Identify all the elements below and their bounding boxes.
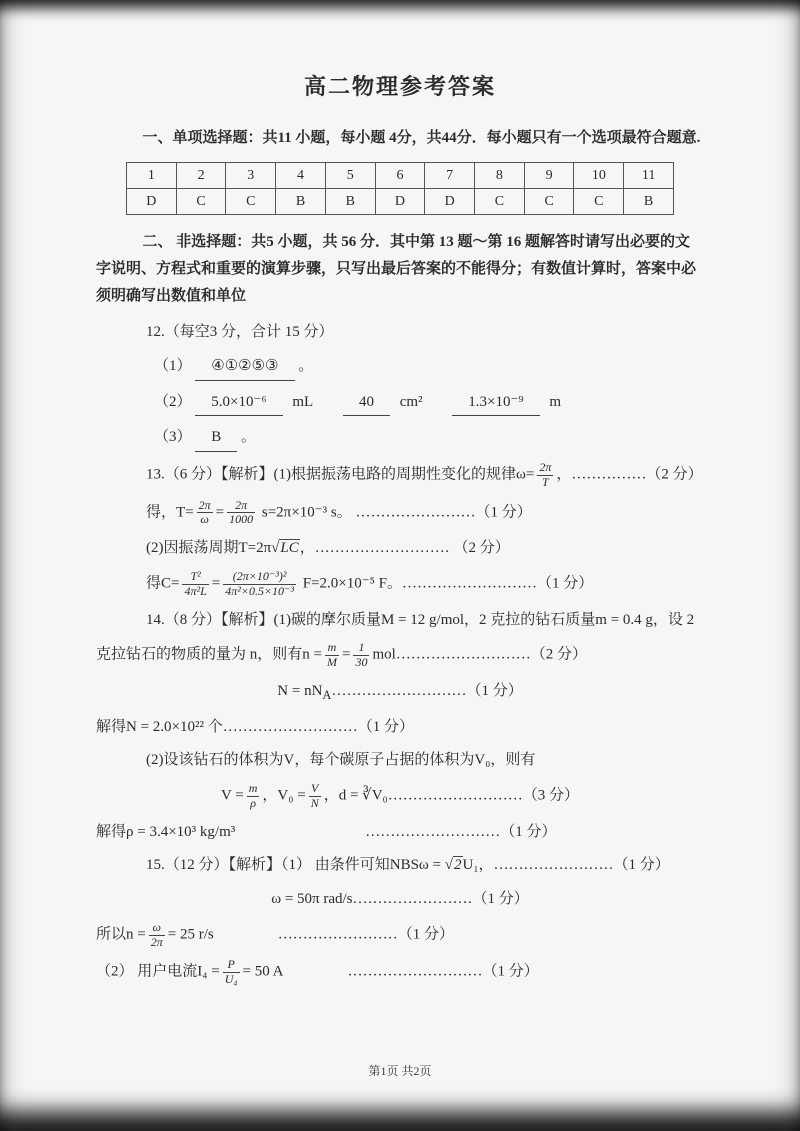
answer-cell: B — [624, 189, 674, 215]
fraction — [353, 641, 369, 670]
q14-line-4: 解得N = 2.0×10²² 个………………………（1 分） — [96, 718, 414, 735]
text-segment: (2)因振荡周期T=2π√ — [146, 540, 280, 557]
fraction-denominator: ω — [197, 512, 213, 527]
result-text: 解得ρ = 3.4×10³ kg/m³ — [96, 823, 236, 840]
unit-label: m — [549, 393, 562, 410]
answer-cell: D — [127, 189, 177, 215]
answer-blank: 40 — [343, 390, 390, 417]
q14-line-7 — [96, 820, 704, 845]
fraction-numerator: P — [227, 957, 235, 972]
fraction — [309, 782, 321, 811]
text-segment: ，……………（2 分） — [556, 466, 703, 483]
text-segment: = — [215, 504, 225, 521]
q14-line-5: (2)设该钻石的体积为V，每个碳原子占据的体积为V₀，则有 — [146, 752, 536, 769]
q15-line-4 — [96, 958, 704, 987]
text-segment: F=2.0×10⁻⁵ F。………………………（1 分） — [298, 575, 594, 592]
equation-segment: ，V₀ = — [262, 787, 306, 804]
question-number-cell: 6 — [375, 163, 425, 189]
answer-cell: C — [226, 189, 276, 215]
fraction-numerator: 2π — [235, 497, 248, 512]
question-number-cell: 3 — [226, 163, 276, 189]
q14-line-1: 14.（8 分）【解析】(1)碳的摩尔质量M = 12 g/mol，2 克拉的钻石质量m = 0.4 g，设 2 — [146, 611, 695, 628]
fraction-numerator: (2π×10⁻³)² — [232, 568, 287, 583]
score-dots: ……………………（1 分） — [277, 926, 454, 943]
question-15 — [96, 853, 704, 987]
fraction-numerator: m — [248, 781, 258, 795]
answer-blank: ④①②⑤③ — [195, 354, 294, 381]
fraction — [182, 570, 208, 599]
page-title: 高二物理参考答案 — [303, 74, 496, 99]
text-segment: = 25 r/s — [167, 926, 214, 943]
score-dots: ………………………（1 分） — [365, 823, 557, 840]
radicand: LC — [280, 540, 299, 557]
text-segment: 得C= — [146, 575, 180, 592]
q13-line-2 — [146, 499, 704, 528]
fraction-denominator: N — [310, 795, 319, 810]
fraction — [227, 499, 255, 528]
fraction — [197, 499, 213, 528]
item-label: （1） — [154, 357, 192, 374]
answer-cell: B — [276, 189, 326, 215]
q14-line-3 — [96, 679, 704, 706]
q13-line-1 — [146, 461, 704, 490]
text-segment: ，……………………… （2 分） — [299, 540, 510, 557]
fraction — [149, 921, 165, 950]
fraction-denominator: 1000 — [229, 512, 254, 527]
fraction — [537, 461, 553, 490]
answer-cell: D — [375, 189, 425, 215]
fraction — [223, 958, 240, 987]
answer-table — [126, 162, 674, 215]
q14-line-2 — [96, 641, 704, 670]
fraction-denominator: 2π — [150, 934, 163, 949]
q12-item-1 — [154, 354, 704, 381]
fraction-numerator: V — [311, 781, 319, 795]
radicand: 2 — [454, 857, 462, 874]
question-number-cell: 5 — [325, 163, 375, 189]
score-dots: ………………………（1 分） — [347, 964, 539, 981]
fraction-denominator: 4π²×0.5×10⁻³ — [225, 583, 294, 598]
fraction-denominator: T — [537, 475, 553, 490]
question-number-cell: 8 — [475, 163, 525, 189]
equation-segment: ………………………（1 分） — [331, 682, 523, 699]
fraction-numerator: T² — [190, 568, 201, 583]
question-number-cell: 4 — [276, 163, 326, 189]
text-segment: （2） 用户电流I₄ = — [96, 964, 220, 981]
fraction-numerator: m — [327, 640, 337, 655]
q12-item-3 — [154, 425, 704, 452]
question-number-cell: 9 — [524, 163, 574, 189]
answer-cell: C — [475, 189, 525, 215]
text-segment: = — [341, 647, 351, 664]
text-segment: 15.（12 分）【解析】（1） 由条件可知NBSω = √ — [146, 857, 453, 874]
table-row-question-numbers — [127, 163, 674, 189]
section2-heading: 二、 非选择题：共5 小题，共 56 分．其中第 13 题～第 16 题解答时请写出必要的文字说明、方程式和重要的演算步骤，只写出最后答案的不能得分；有数值计算时，答案中必须明确写出数值和单位 — [96, 234, 697, 304]
unit-label: mL — [292, 393, 314, 410]
question-number-cell: 1 — [127, 163, 177, 189]
answer-cell: C — [176, 189, 226, 215]
fraction-denominator: 30 — [355, 655, 368, 670]
item-suffix: 。 — [241, 429, 257, 446]
fraction-numerator: ω — [152, 919, 161, 934]
answer-cell: B — [325, 189, 375, 215]
text-segment: 得，T= — [146, 504, 194, 521]
text-segment: 克拉钻石的物质的量为 n，则有n = — [96, 647, 322, 664]
text-segment: = — [211, 575, 221, 592]
q13-line-4 — [146, 570, 704, 599]
fraction-numerator: 1 — [358, 640, 365, 655]
fraction-numerator: 2π — [198, 497, 211, 512]
answer-cell: C — [524, 189, 574, 215]
answer-cell: D — [425, 189, 475, 215]
text-segment: mol………………………（2 分） — [372, 647, 588, 664]
unit-label: cm² — [399, 393, 423, 410]
question-13 — [96, 461, 704, 599]
fraction-denominator: ρ — [247, 796, 260, 811]
question-number-cell: 7 — [425, 163, 475, 189]
item-suffix: 。 — [298, 357, 314, 374]
q12-item-2 — [154, 390, 704, 417]
page-footer: 第1页 共2页 — [368, 1064, 432, 1078]
question-14 — [96, 608, 704, 845]
question-number-cell: 11 — [624, 163, 674, 189]
question-number-cell: 10 — [574, 163, 624, 189]
question-12 — [96, 320, 704, 452]
question-number-cell: 2 — [176, 163, 226, 189]
item-label: （2） — [154, 393, 192, 410]
answer-blank: 5.0×10⁻⁶ — [195, 390, 282, 417]
item-label: （3） — [154, 429, 192, 446]
fraction-denominator: 4π²L — [184, 583, 207, 598]
q12-heading: 12.（每空3 分，合计 15 分） — [146, 324, 334, 340]
answer-blank: B — [195, 425, 237, 452]
fraction-denominator: M — [326, 655, 337, 670]
fraction — [325, 641, 339, 670]
text-segment: 13.（6 分）【解析】(1)根据振荡电路的周期性变化的规律ω= — [146, 466, 535, 483]
fraction-numerator: 2π — [539, 460, 552, 474]
q15-line-3 — [96, 921, 704, 950]
fraction — [223, 570, 296, 599]
equation-segment: N = nN — [277, 682, 323, 699]
text-segment: s=2π×10⁻³ s。 ……………………（1 分） — [258, 504, 532, 521]
answer-cell: C — [574, 189, 624, 215]
table-row-answers — [127, 189, 674, 215]
fraction — [247, 782, 260, 811]
fraction-denominator: U₄ — [224, 972, 238, 987]
equation-segment: ，d = ∛V₀………………………（3 分） — [323, 787, 580, 804]
q14-line-6 — [96, 782, 704, 811]
q13-line-3 — [146, 536, 704, 561]
subscript: A — [322, 687, 332, 702]
section1-heading: 一、单项选择题：共11 小题，每小题 4分，共44分．每小题只有一个选项最符合题意. — [142, 130, 701, 146]
text-segment: 所以n = — [96, 926, 146, 943]
equation-segment: V = — [220, 787, 244, 804]
text-segment: U₁，……………………（1 分） — [462, 857, 670, 874]
answer-blank: 1.3×10⁻⁹ — [452, 390, 539, 417]
q15-line-1 — [146, 853, 704, 878]
text-segment: = 50 A — [242, 964, 284, 981]
q15-line-2: ω = 50π rad/s……………………（1 分） — [271, 891, 529, 908]
